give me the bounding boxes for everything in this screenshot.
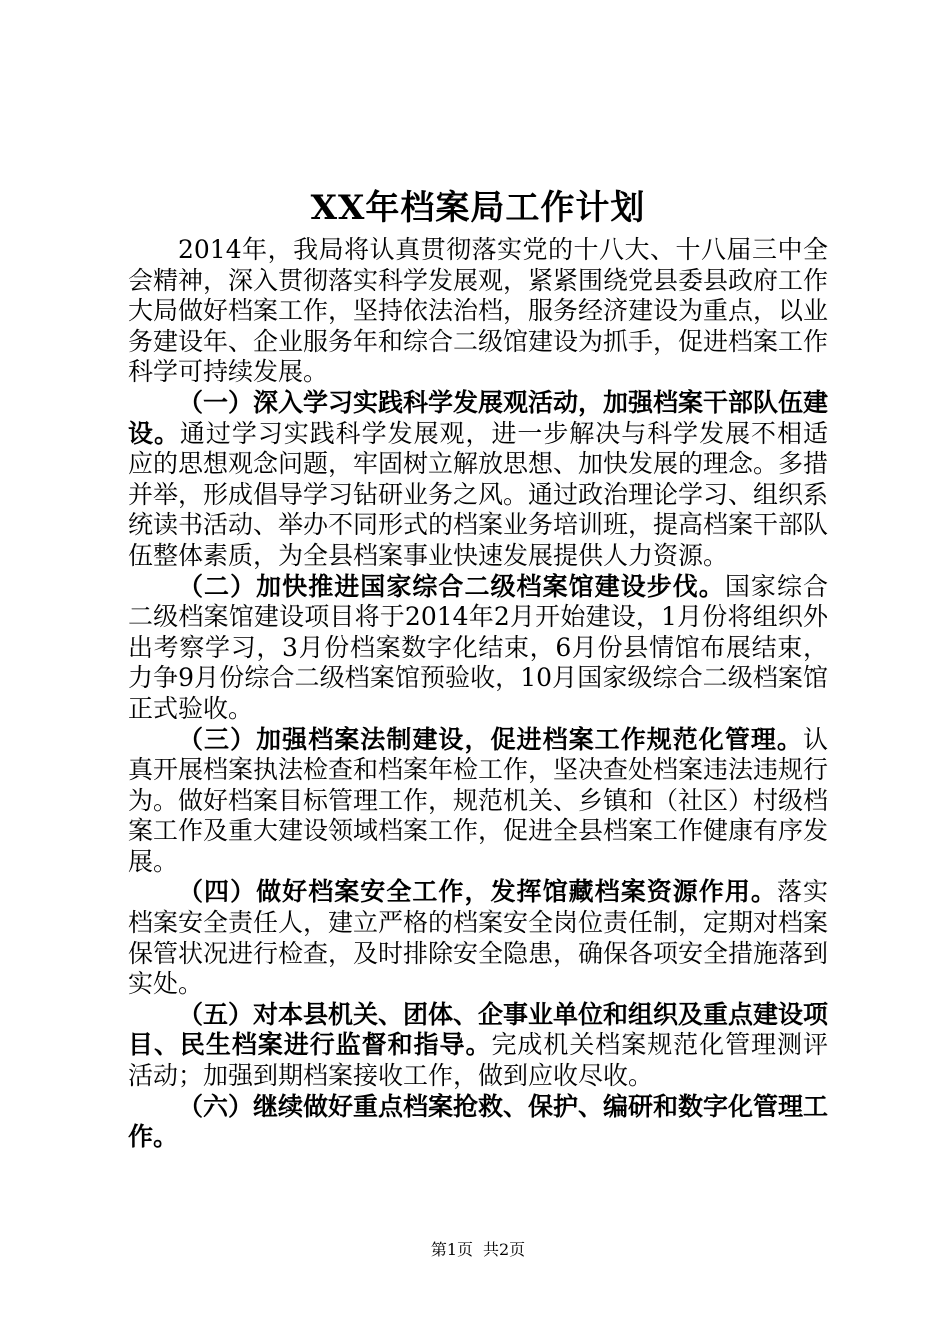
paragraph-heading: （二）加快推进国家综合二级档案馆建设步伐。: [178, 571, 725, 601]
paragraph-section-1: [128, 388, 828, 572]
paragraph-heading: （四）做好档案安全工作，发挥馆藏档案资源作用。: [178, 877, 777, 907]
page-footer: [128, 1240, 828, 1260]
paragraph-heading: （五）对本县机关、团体、企事业单位和组织及重点建设项目、民生档案进行监督和指导。: [128, 999, 829, 1060]
paragraph-intro: [128, 235, 828, 388]
paragraph-heading: （三）加强档案法制建设，促进档案工作规范化管理。: [178, 724, 803, 754]
paragraph-section-4: [128, 877, 828, 999]
paragraph-text: 认真开展档案执法检查和档案年检工作，坚决查处档案违法违规行为。做好档案目标管理工作，规范机关、乡镇和（社区）村级档案工作及重大建设领域档案工作，促进全县档案工作健康有序发展。: [128, 724, 829, 876]
document-body: [128, 235, 828, 1153]
paragraph-section-5: [128, 1000, 828, 1092]
page-total: 共2页: [483, 1240, 526, 1259]
paragraph-text: 2014年，我局将认真贯彻落实党的十八大、十八届三中全会精神，深入贯彻落实科学发展观，紧紧围绕党县委县政府工作大局做好档案工作，坚持依法治档，服务经济建设为重点，以业务建设年、企业服务年和综合二级馆建设为抓手，促进档案工作科学可持续发展。: [128, 235, 829, 387]
paragraph-section-3: [128, 725, 828, 878]
paragraph-text: 完成机关档案规范化管理测评活动；加强到期档案接收工作，做到应收尽收。: [128, 1030, 828, 1091]
paragraph-text: 落实档案安全责任人，建立严格的档案安全岗位责任制，定期对档案保管状况进行检查，及时排除安全隐患，确保各项安全措施落到实处。: [128, 877, 829, 999]
page-number: 第1页: [430, 1240, 473, 1259]
paragraph-heading: （六）继续做好重点档案抢救、保护、编研和数字化管理工作。: [128, 1091, 829, 1152]
paragraph-text: 国家综合二级档案馆建设项目将于2014年2月开始建设，1月份将组织外出考察学习，3月份档案数字化结束，6月份县情馆布展结束，力争9月份综合二级档案馆预验收，10月国家级综合二级档案馆正式验收。: [128, 571, 828, 723]
paragraph-text: 通过学习实践科学发展观，进一步解决与科学发展不相适应的思想观念问题，牢固树立解放思想、加快发展的理念。多措并举，形成倡导学习钻研业务之风。通过政治理论学习、组织系统读书活动、举办不同形式的档案业务培训班，提高档案干部队伍整体素质，为全县档案事业快速发展提供人力资源。: [128, 418, 829, 570]
paragraph-section-2: [128, 572, 828, 725]
paragraph-section-6: [128, 1092, 828, 1153]
paragraph-heading: （一）深入学习实践科学发展观活动，加强档案干部队伍建设。: [128, 387, 829, 448]
document-title: XX年档案局工作计划: [310, 188, 646, 228]
